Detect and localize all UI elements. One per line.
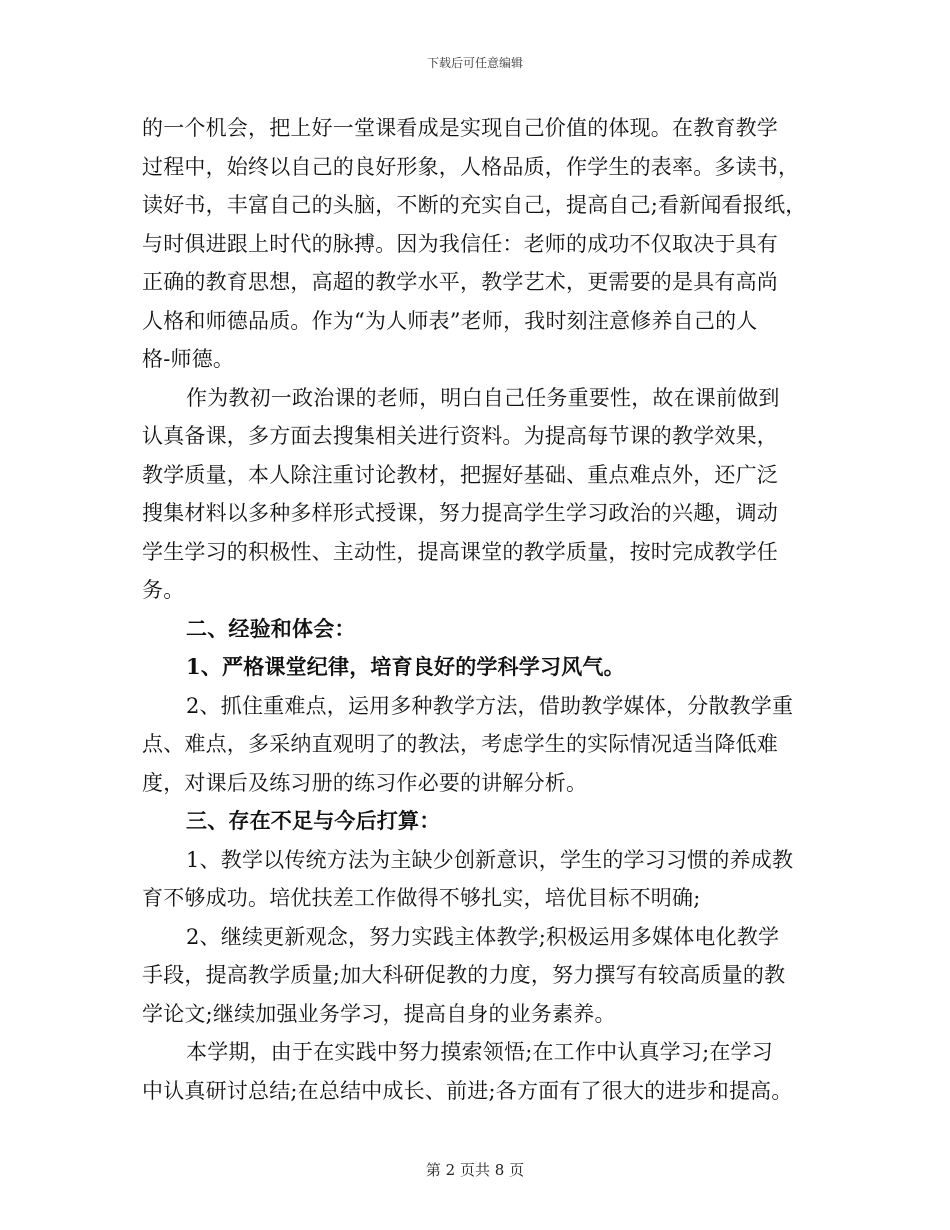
- subsection-heading: 1、严格课堂纪律，培育良好的学科学习风气。: [186, 654, 625, 679]
- body-line: 与时俱进跟上时代的脉搏。因为我信任：老师的成功不仅取决于具有: [142, 231, 778, 256]
- body-line: 搜集材料以多种多样形式授课，努力提高学生学习政治的兴趣，调动: [142, 501, 778, 525]
- body-line: 学论文;继续加强业务学习，提高自身的业务素养。: [142, 1001, 616, 1026]
- body-line: 认真备课，多方面去搜集相关进行资料。为提高每节课的教学效果，: [142, 424, 778, 448]
- body-line: 务。: [142, 578, 185, 602]
- page-footer: 第 2 页共 8 页: [425, 1161, 525, 1179]
- section-heading: 二、经验和体会：: [186, 615, 356, 641]
- document-body: [142, 109, 814, 1110]
- body-line: 人格和师德品质。作为“为人师表”老师，我时刻注意修养自己的人: [142, 308, 758, 333]
- paragraph-start-line: 本学期，由于在实践中努力摸索领悟;在工作中认真学习;在学习: [186, 1040, 773, 1064]
- body-line: 格-师德。: [142, 347, 235, 371]
- page-header: 下载后可任意编辑: [426, 56, 523, 70]
- paragraph-start-line: 2、抓住重难点，运用多种教学方法，借助教学媒体，分散教学重: [186, 693, 794, 718]
- body-line: 学生学习的积极性、主动性，提高课堂的教学质量，按时完成教学任: [142, 539, 778, 564]
- body-line: 正确的教育思想，高超的教学水平，教学艺术，更需要的是具有高尚: [142, 270, 778, 294]
- paragraph-start-line: 2、继续更新观念，努力实践主体教学;积极运用多媒体电化教学: [186, 924, 780, 949]
- body-line: 的一个机会，把上好一堂课看成是实现自己价值的体现。在教育教学: [142, 116, 778, 140]
- body-line: 中认真研讨总结;在总结中成长、前进;各方面有了很大的进步和提高。: [142, 1078, 793, 1103]
- body-line: 手段，提高教学质量;加大科研促教的力度，努力撰写有较高质量的教: [142, 963, 786, 987]
- body-line: 育不够成功。培优扶差工作做得不够扎实，培优目标不明确;: [142, 886, 701, 910]
- paragraph-start-line: 1、教学以传统方法为主缺少创新意识，学生的学习习惯的养成教: [186, 847, 794, 872]
- body-line: 过程中，始终以自己的良好形象，人格品质，作学生的表率。多读书，: [142, 154, 800, 179]
- section-heading: 三、存在不足与今后打算：: [186, 808, 441, 833]
- body-line: 读好书，丰富自己的头脑，不断的充实自己，提高自己;看新闻看报纸，: [142, 193, 807, 217]
- paragraph-start-line: 作为教初一政治课的老师，明白自己任务重要性，故在课前做到: [186, 385, 780, 410]
- body-line: 度，对课后及练习册的练习作必要的讲解分析。: [142, 770, 588, 795]
- body-line: 教学质量，本人除注重讨论教材，把握好基础、重点难点外，还广泛: [142, 462, 778, 487]
- body-line: 点、难点，多采纳直观明了的教法，考虑学生的实际情况适当降低难: [142, 732, 778, 756]
